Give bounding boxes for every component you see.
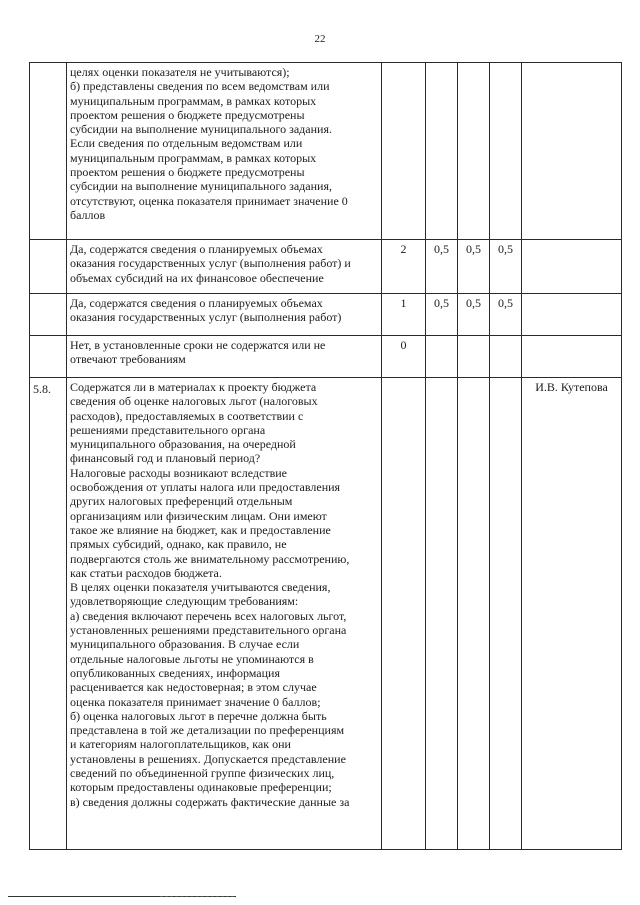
weight-cell-3 — [490, 63, 522, 240]
criterion-text-line: оказания государственных услуг (выполнения работ) — [70, 310, 342, 325]
criterion-text-line: сведения об оценке налоговых льгот (налоговых — [70, 394, 318, 409]
table-row — [30, 240, 622, 294]
criterion-text-cell — [67, 378, 382, 850]
criterion-text-line: организациям или физическим лицам. Они имеют — [70, 508, 327, 523]
criterion-text-line: муниципальным программам, в рамках которых — [70, 93, 317, 108]
criterion-text-cell — [67, 63, 382, 240]
criterion-text-line: проектом решения о бюджете предусмотрены — [70, 165, 305, 180]
criterion-text-line: а) сведения включают перечень всех налоговых льгот, — [70, 608, 347, 623]
weight-cell-2 — [458, 378, 490, 850]
criterion-text-line: целях оценки показателя не учитываются); — [70, 65, 290, 79]
weight-cell-2 — [458, 336, 490, 378]
criterion-text-line: других налоговых преференций отдельным — [70, 494, 293, 509]
criterion-text-line: б) оценка налоговых льгот в перечне должна быть — [70, 708, 327, 723]
criterion-text-line: оказания государственных услуг (выполнения работ) и — [70, 256, 351, 271]
responsible-person-cell — [522, 294, 622, 336]
criterion-text-line: Если сведения по отдельным ведомствам или — [70, 136, 303, 151]
criterion-text-line: оценка показателя принимает значение 0 баллов; — [70, 694, 321, 709]
table-row — [30, 378, 622, 850]
criterion-text-line: Да, содержатся сведения о планируемых объемах — [70, 296, 323, 310]
score-cell — [382, 63, 426, 240]
weight-cell-3: 0,5 — [490, 240, 522, 294]
criterion-text-line: и категориям налогоплательщиков, как они — [70, 737, 291, 752]
score-cell: 1 — [382, 294, 426, 336]
criterion-text-cell — [67, 240, 382, 294]
weight-cell-1: 0,5 — [426, 240, 458, 294]
criterion-text-line: муниципального образования, на очередной — [70, 437, 296, 452]
criterion-text-line: установленных решениями представительного органа — [70, 623, 347, 638]
table-row — [30, 294, 622, 336]
weight-cell-2 — [458, 63, 490, 240]
criterion-text-line: расходов), предоставляемых в соответствии с — [70, 408, 304, 423]
score-cell: 0 — [382, 336, 426, 378]
criterion-text-line: опубликованных сведениях, информация — [70, 665, 280, 680]
criterion-text-cell — [67, 294, 382, 336]
criterion-text-cell — [67, 336, 382, 378]
criterion-text-line: освобождения от уплаты налога или предоставления — [70, 480, 341, 495]
responsible-person-cell — [522, 336, 622, 378]
criterion-text-line: финансовый год и плановый период? — [70, 451, 261, 466]
weight-cell-1 — [426, 378, 458, 850]
criterion-text-line: баллов — [70, 207, 106, 222]
weight-cell-3 — [490, 378, 522, 850]
table-row — [30, 63, 622, 240]
row-number-cell — [30, 240, 67, 294]
row-number-cell: 5.8. — [30, 378, 67, 850]
criterion-text-line: сведений по объединенной группе физических лиц, — [70, 766, 335, 781]
criterion-text-line: В целях оценки показателя учитываются сведения, — [70, 580, 331, 595]
weight-cell-3 — [490, 336, 522, 378]
criterion-text-line: удовлетворяющие следующим требованиям: — [70, 594, 299, 609]
weight-cell-1: 0,5 — [426, 294, 458, 336]
criterion-text-line: Содержатся ли в материалах к проекту бюджета — [70, 380, 317, 394]
criterion-text-line: в) сведения должны содержать фактические данные за — [70, 794, 350, 809]
criterion-text-line: расценивается как недостоверная; в этом случае — [70, 680, 317, 695]
criterion-text-line: подвергаются столь же внимательному рассмотрению, — [70, 551, 350, 566]
score-cell: 2 — [382, 240, 426, 294]
table-row — [30, 336, 622, 378]
criterion-text-line: представлена в той же детализации по преференциям — [70, 723, 345, 738]
responsible-person-cell: И.В. Кутепова — [522, 378, 622, 850]
criterion-text-line: субсидии на выполнение муниципального задания, — [70, 179, 332, 194]
weight-cell-3: 0,5 — [490, 294, 522, 336]
criterion-text-line: как статьи расходов бюджета. — [70, 565, 222, 580]
criterion-text-line: б) представлены сведения по всем ведомствам или — [70, 79, 330, 94]
criterion-text-line: Да, содержатся сведения о планируемых объемах — [70, 242, 323, 256]
criterion-text-line: которым предоставлены одинаковые преференции; — [70, 780, 332, 795]
weight-cell-2: 0,5 — [458, 294, 490, 336]
responsible-person-cell — [522, 240, 622, 294]
criterion-text-line: муниципального образования. В случае если — [70, 637, 300, 652]
footer-dashed-rule — [160, 896, 234, 897]
score-cell — [382, 378, 426, 850]
criterion-text-line: Нет, в установленные сроки не содержатся или не — [70, 338, 326, 352]
weight-cell-1 — [426, 63, 458, 240]
criterion-text-line: прямых субсидий, однако, как правило, не — [70, 537, 287, 552]
criterion-text-line: решениями представительного органа — [70, 422, 266, 437]
criterion-text-line: отдельные налоговые льготы не упоминаются в — [70, 651, 314, 666]
criterion-text-line: проектом решения о бюджете предусмотрены — [70, 107, 305, 122]
criterion-text-line: отсутствуют, оценка показателя принимает значение 0 — [70, 193, 348, 208]
criterion-text-line: отвечают требованиям — [70, 352, 186, 367]
row-number-cell — [30, 336, 67, 378]
criterion-text-line: субсидии на выполнение муниципального задания. — [70, 122, 332, 137]
weight-cell-2: 0,5 — [458, 240, 490, 294]
criterion-text-line: установлены в решениях. Допускается представление — [70, 751, 346, 766]
table-body — [30, 63, 622, 850]
criterion-text-line: объемах субсидий на их финансовое обеспечение — [70, 270, 324, 285]
criterion-text-line: такое же влияние на бюджет, как и предоставление — [70, 522, 331, 537]
page-number: 22 — [314, 33, 326, 45]
criterion-text-line: Налоговые расходы возникают вследствие — [70, 465, 287, 480]
responsible-person-cell — [522, 63, 622, 240]
row-number-cell — [30, 294, 67, 336]
criterion-text-line: муниципальным программам, в рамках которых — [70, 150, 317, 165]
row-number-cell — [30, 63, 67, 240]
criteria-table — [29, 62, 622, 850]
weight-cell-1 — [426, 336, 458, 378]
